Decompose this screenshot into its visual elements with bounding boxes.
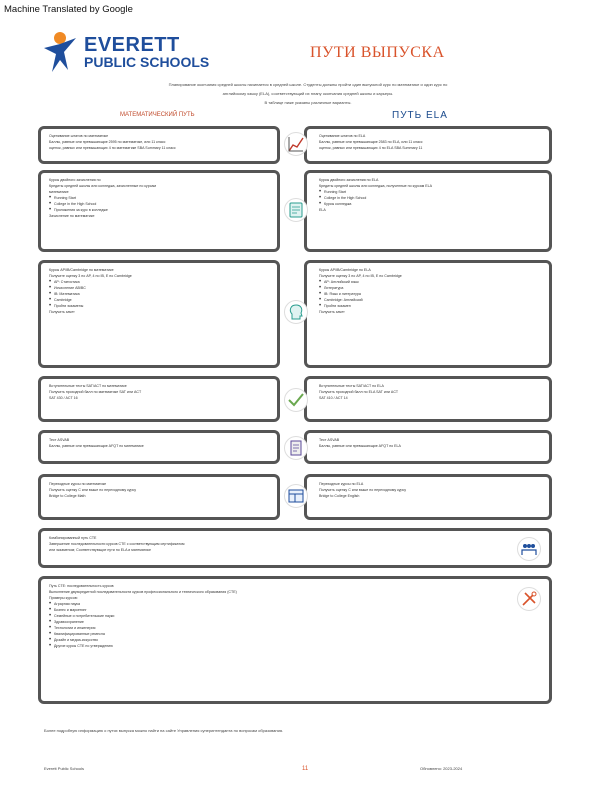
box-text: Баллы, равные или превышающие AFQT по математике [49,444,144,448]
box-text: Получить зачет [49,310,75,314]
box-text: SAT 410 / ACT 14 [319,396,348,400]
box-text: Bridge to College Math [49,494,86,498]
box-text: математике [49,190,69,194]
list-item: • AP: Статистика [49,279,275,285]
math-dual-credit-box [38,170,280,252]
box-text: SAT 430 / ACT 16 [49,396,78,400]
list-item: • Другие курсы CTE по утверждению [49,643,509,649]
box-text: Получите оценку 3 по AP, 4 по IB, E по Cambridge [49,274,132,278]
cte-course-sequence-box [38,576,552,704]
math-column-header: МАТЕМАТИЧЕСКИЙ ПУТЬ [120,112,195,118]
list-item: • Аграрная наука [49,601,509,607]
math-transition-box [38,474,280,520]
box-text: Комбинированный путь CTE [49,536,97,540]
box-text: Переходные курсы по математике [49,482,107,486]
box-text: Курсы двойного зачисления по [49,178,101,182]
list-item: • Running Start [49,195,275,201]
box-text: Курсы AP/IB/Cambridge по ELA [319,268,371,272]
box-text: оценок, равных или превышающих 4 по математике SBA Summary 11 класс [49,146,176,150]
list-item: • Семейные и потребительские науки [49,613,509,619]
box-text: Кредиты средней школы или колледжа, зачисленные по курсам [49,184,156,188]
ela-dual-credit-box [304,170,552,252]
box-text: Оценивание штатов по математике [49,134,109,138]
box-text: ELA [319,208,326,212]
page-number: 11 [302,766,309,772]
list-item: • Бизнес и маркетинг [49,607,509,613]
layout-icon [284,484,308,508]
intro-line: В таблице ниже указаны различные варианты. [264,100,352,105]
footer-note: Более подробную информацию о путях выпуска можно найти на сайте Управления суперинтенданта по вопросам образования. [44,728,284,733]
box-text: Тест ASVAB [319,438,340,442]
list-item: • Квалифицированные ремесла [49,631,509,637]
logo-text-public-schools: PUBLIC SCHOOLS [84,54,210,70]
list-item: • Cambridge: Английский [319,297,547,303]
list-item: • College in the High School [49,201,275,207]
ela-transition-box [304,474,552,520]
list-item: • Исчисление AB/BC [49,285,275,291]
box-text: Получить зачет [319,310,345,314]
people-icon [517,537,541,561]
box-text: Зачисление по математике [49,214,95,218]
page-title: ПУТИ ВЫПУСКА [310,44,445,61]
list-item: • Пройти экзамены [49,303,275,309]
list-item: • Курсы колледжа [319,201,547,207]
box-text: Курсы AP/IB/Cambridge по математике [49,268,114,272]
math-sat-act-box [38,376,280,422]
intro-line: Планирование окончания средней школы начинается в средней школе. Студенты должны пройти один выпускной курс по математике и один курс по [168,82,448,87]
list-item: • Cambridge [49,297,275,303]
list-item: • Литература [319,285,547,291]
intro-line: английскому языку (ELA), соответствующий их плану окончания средней школы и карьеры. [222,91,394,96]
ela-state-assessment-box [304,126,552,164]
intro-text [44,80,572,107]
box-text: Путь CTE: последовательность курсов [49,584,114,588]
runner-icon [38,30,82,76]
chart-icon [284,132,308,156]
footer-left: Everett Public Schools [44,766,85,771]
document-icon [284,436,308,460]
list-item: • AP: Английский язык [319,279,547,285]
list-item: • IB: Математика [49,291,275,297]
box-text: Оценивание штатов по ELA [319,134,366,138]
tools-icon [517,587,541,611]
box-text: Переходные курсы по ELA [319,482,364,486]
box-text: Баллы, равные или превышающие 2595 по математике, или 11 класс [49,140,166,144]
ela-ap-ib-box [304,260,552,368]
ela-sat-act-box [304,376,552,422]
box-text: или экзаменом; Соответствующие пути по ELA и математике [49,548,151,552]
box-text: оценок, равных или превышающих 4 по ELA SBA Summary 11 [319,146,423,150]
math-state-assessment-box [38,126,280,164]
list-item: • Дизайн и медиа-искусство [49,637,509,643]
ela-asvab-box [304,430,552,464]
list-item: • Приложения за курс в колледже [49,207,275,213]
box-text: Получить проходной балл по математике SAT или ACT [49,390,142,394]
logo-text-everett: EVERETT [84,34,180,56]
box-text: Баллы, равные или превышающие 2583 по ELA, или 11 класс [319,140,423,144]
box-text: Вступительные тесты SAT/ACT по ELA [319,384,384,388]
check-icon [284,388,308,412]
box-text: Баллы, равные или превышающие AFQT по ELA [319,444,401,448]
box-text: Курсы двойного зачисления по ELA [319,178,379,182]
cte-combined-pathway-box [38,528,552,568]
box-text: Выполнение двухкредитной последовательности курсов профессионального и технического образования (CTE) [49,590,237,594]
box-text: Примеры курсов: [49,596,78,600]
ela-column-header: ПУТЬ ELA [392,110,448,121]
list-item: • Пройти экзамен [319,303,547,309]
list-item: • College in the High School [319,195,547,201]
math-asvab-box [38,430,280,464]
box-text: Вступительные тесты SAT/ACT по математике [49,384,127,388]
head-icon [284,300,308,324]
box-text: Получить проходной балл по ELA SAT или ACT [319,390,399,394]
list-item: • Running Start [319,189,547,195]
machine-translated-label: Machine Translated by Google [4,4,133,15]
certificate-icon [284,198,308,222]
list-item: • IB: Язык и литература [319,291,547,297]
box-text: Получить оценку C или выше по переходному курсу [319,488,407,492]
box-text: Bridge to College English [319,494,360,498]
list-item: • Здравоохранение [49,619,509,625]
box-text: Получить оценку C или выше по переходному курсу [49,488,137,492]
box-text: Получите оценку 3 по AP, 4 по IB, E по Cambridge [319,274,402,278]
box-text: Тест ASVAB [49,438,70,442]
footer-right: Обновлено: 2023-2024 [420,766,463,771]
box-text: Кредиты средней школы или колледжа, полученные по курсам ELA [319,184,433,188]
list-item: • Технологии и инженерия [49,625,509,631]
box-text: Завершение последовательности курсов CTE с соответствующим сертификатом [49,542,185,546]
math-ap-ib-box [38,260,280,368]
